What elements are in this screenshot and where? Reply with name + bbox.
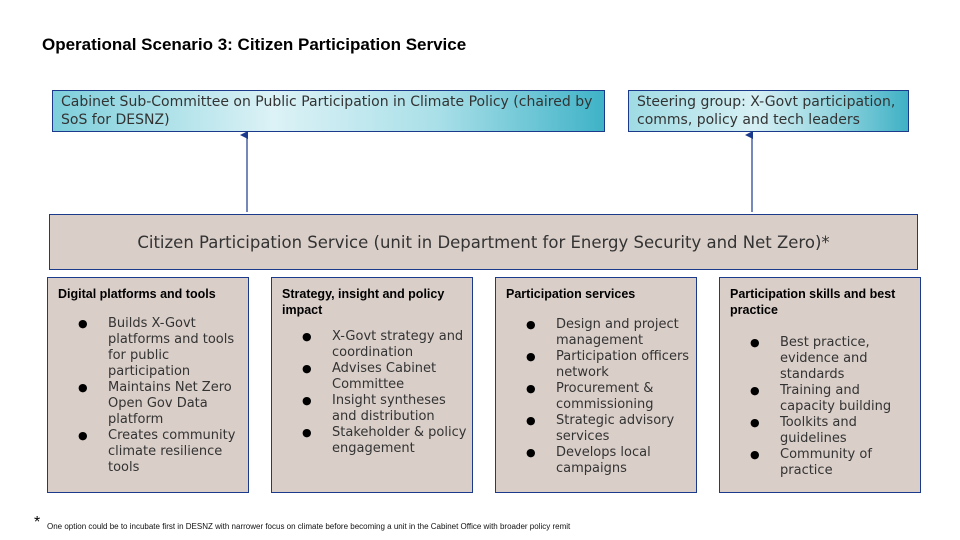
column-heading: Participation skills and best practice: [730, 287, 896, 317]
column-digital-platforms: [47, 277, 249, 493]
list-item-text: Training and capacity building: [780, 383, 892, 414]
list-item-text: Insight syntheses and distribution: [332, 393, 446, 424]
list-item: [506, 413, 696, 445]
bullet-icon: ●: [78, 381, 88, 394]
bullet-icon: ●: [750, 448, 760, 461]
footnote-marker: *: [34, 514, 41, 531]
citizen-participation-service-box: [49, 214, 918, 270]
column-heading: Digital platforms and tools: [58, 287, 216, 301]
bullet-icon: ●: [302, 362, 312, 375]
bullet-list: [58, 316, 242, 476]
list-item-text: Maintains Net Zero Open Gov Data platform: [108, 380, 232, 427]
bullet-icon: ●: [526, 350, 536, 363]
list-item-text: Participation officers network: [556, 349, 690, 380]
column-participation-skills: [719, 277, 921, 493]
list-item-text: X-Govt strategy and coordination: [332, 329, 464, 360]
list-item-text: Creates community climate resilience tools: [108, 428, 236, 475]
list-item: [506, 445, 696, 477]
column-strategy-insight: [271, 277, 473, 493]
list-item: [282, 361, 472, 393]
bullet-icon: ●: [78, 429, 88, 442]
page-title: Operational Scenario 3: Citizen Participation Service: [42, 35, 467, 54]
list-item-text: Stakeholder & policy engagement: [332, 425, 467, 456]
footnote-text: One option could be to incubate first in DESNZ with narrower focus on climate before becoming a unit in the Cabinet Office with broader policy remit: [47, 522, 571, 531]
list-item: [282, 425, 472, 457]
bullet-list: [282, 329, 466, 457]
list-item: [282, 393, 472, 425]
bullet-icon: ●: [302, 426, 312, 439]
list-item-text: Builds X-Govt platforms and tools for public participation: [108, 316, 235, 379]
bullet-icon: ●: [526, 446, 536, 459]
list-item-text: Procurement & commissioning: [556, 381, 654, 412]
list-item: [506, 381, 696, 413]
list-item: [58, 380, 248, 428]
list-item: [730, 447, 910, 479]
list-item-text: Community of practice: [780, 447, 872, 478]
list-item: [282, 329, 472, 361]
column-participation-services: [495, 277, 697, 493]
list-item-text: Best practice, evidence and standards: [780, 335, 870, 382]
steering-group-box: Steering group: X-Govt participation, comms, policy and tech leaders: [628, 90, 909, 132]
bullet-icon: ●: [302, 330, 312, 343]
column-heading: Strategy, insight and policy impact: [282, 287, 445, 317]
bullet-icon: ●: [526, 318, 536, 331]
list-item-text: Design and project management: [556, 317, 679, 348]
list-item: [730, 415, 910, 447]
bullet-icon: ●: [526, 414, 536, 427]
list-item-text: Toolkits and guidelines: [780, 415, 857, 446]
bullet-icon: ●: [750, 416, 760, 429]
bullet-list: [730, 335, 914, 479]
bullet-list: [506, 317, 690, 477]
list-item: [58, 316, 248, 380]
list-item-text: Strategic advisory services: [556, 413, 675, 444]
bullet-icon: ●: [526, 382, 536, 395]
list-item: [58, 428, 248, 476]
list-item: [730, 383, 910, 415]
bullet-icon: ●: [78, 317, 88, 330]
list-item: [730, 335, 910, 383]
list-item-text: Develops local campaigns: [556, 445, 651, 476]
cabinet-sub-committee-box: Cabinet Sub-Committee on Public Participation in Climate Policy (chaired by SoS for DESNZ): [52, 90, 605, 132]
list-item-text: Advises Cabinet Committee: [332, 361, 437, 392]
main-box-label: Citizen Participation Service (unit in Department for Energy Security and Net Zero)*: [137, 232, 830, 252]
bullet-icon: ●: [750, 336, 760, 349]
column-heading: Participation services: [506, 287, 636, 301]
list-item: [506, 349, 696, 381]
bullet-icon: ●: [302, 394, 312, 407]
bullet-icon: ●: [750, 384, 760, 397]
list-item: [506, 317, 696, 349]
